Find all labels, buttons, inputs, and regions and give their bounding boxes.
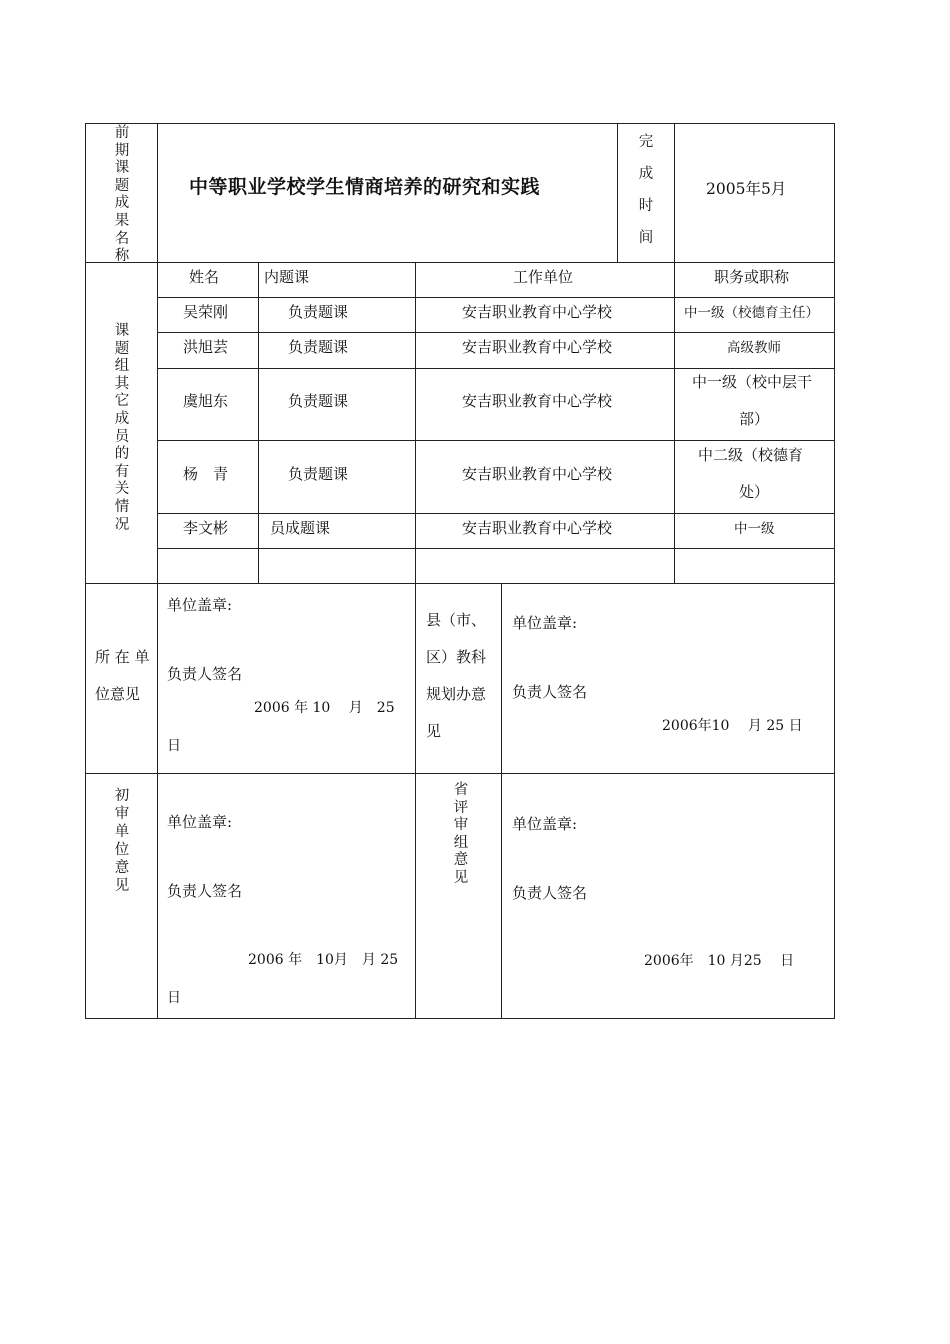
col-divider <box>617 123 618 262</box>
provincial-review-label: 省评审组意见 <box>453 782 469 886</box>
border-bottom <box>85 1018 835 1019</box>
member-unit: 安吉职业教育中心学校 <box>462 465 613 483</box>
unit-opinion-label: 位意见 <box>95 685 141 703</box>
col-header-content: 内题课 <box>264 268 310 286</box>
col-divider <box>415 262 416 1018</box>
completion-date: 2005年5月 <box>706 180 787 198</box>
member-name: 杨 青 <box>183 465 229 483</box>
row-divider <box>85 583 835 584</box>
member-title: 高级教师 <box>727 340 781 356</box>
member-task: 员成题课 <box>270 519 331 537</box>
seal-label: 单位盖章: <box>167 596 233 614</box>
border-right <box>834 123 835 1019</box>
date-text: 2006 年 10 月 25 <box>254 700 395 716</box>
member-title: 部） <box>739 410 770 428</box>
signature-label: 负责人签名 <box>512 683 588 701</box>
unit-opinion-label: 所 在 单 <box>95 648 150 666</box>
col-divider <box>258 262 259 583</box>
member-task: 负责题课 <box>288 303 349 321</box>
signature-label: 负责人签名 <box>167 665 243 683</box>
member-title: 处） <box>739 483 770 501</box>
border-top <box>85 123 835 124</box>
prior-results-label: 前期课题成果名称 <box>114 125 130 265</box>
completion-time-label: 完成时间 <box>638 134 654 246</box>
col-header-unit: 工作单位 <box>513 268 574 286</box>
date-text: 日 <box>167 738 181 754</box>
member-unit: 安吉职业教育中心学校 <box>462 303 613 321</box>
county-opinion-label: 县（市、 <box>426 611 487 629</box>
seal-label: 单位盖章: <box>512 815 578 833</box>
member-unit: 安吉职业教育中心学校 <box>462 338 613 356</box>
county-opinion-label: 见 <box>426 722 442 740</box>
member-name: 洪旭芸 <box>183 338 229 356</box>
project-title: 中等职业学校学生情商培养的研究和实践 <box>189 176 541 198</box>
county-opinion-label: 规划办意 <box>426 685 487 703</box>
initial-review-label: 初审单位意见 <box>114 788 130 894</box>
members-section-label: 课题组其它成员的有关情况 <box>114 323 130 533</box>
col-divider <box>674 262 675 583</box>
member-name: 李文彬 <box>183 519 229 537</box>
col-divider <box>157 123 158 1019</box>
member-title: 中一级（校中层干 <box>692 373 813 391</box>
row-divider <box>85 262 835 263</box>
member-name: 虞旭东 <box>183 392 229 410</box>
member-task: 负责题课 <box>288 465 349 483</box>
member-name: 吴荣刚 <box>183 303 229 321</box>
row-divider <box>85 773 835 774</box>
member-unit: 安吉职业教育中心学校 <box>462 519 613 537</box>
member-task: 负责题课 <box>288 338 349 356</box>
member-title: 中二级（校德育 <box>698 446 804 464</box>
date-text: 2006年 10 月25 日 <box>644 953 795 969</box>
county-opinion-label: 区）教科 <box>426 648 487 666</box>
col-header-name: 姓名 <box>189 268 220 286</box>
col-header-title: 职务或职称 <box>714 268 790 286</box>
border-left <box>85 123 86 1019</box>
date-text: 2006年10 月 25 日 <box>662 718 803 734</box>
date-text: 日 <box>167 990 181 1006</box>
seal-label: 单位盖章: <box>512 614 578 632</box>
signature-label: 负责人签名 <box>512 884 588 902</box>
date-text: 2006 年 10月 月 25 <box>248 952 399 968</box>
signature-label: 负责人签名 <box>167 882 243 900</box>
member-title: 中一级（校德育主任） <box>684 305 819 321</box>
member-title: 中一级 <box>734 521 775 537</box>
col-divider <box>674 123 675 262</box>
col-divider <box>501 583 502 1018</box>
member-task: 负责题课 <box>288 392 349 410</box>
member-unit: 安吉职业教育中心学校 <box>462 392 613 410</box>
seal-label: 单位盖章: <box>167 813 233 831</box>
